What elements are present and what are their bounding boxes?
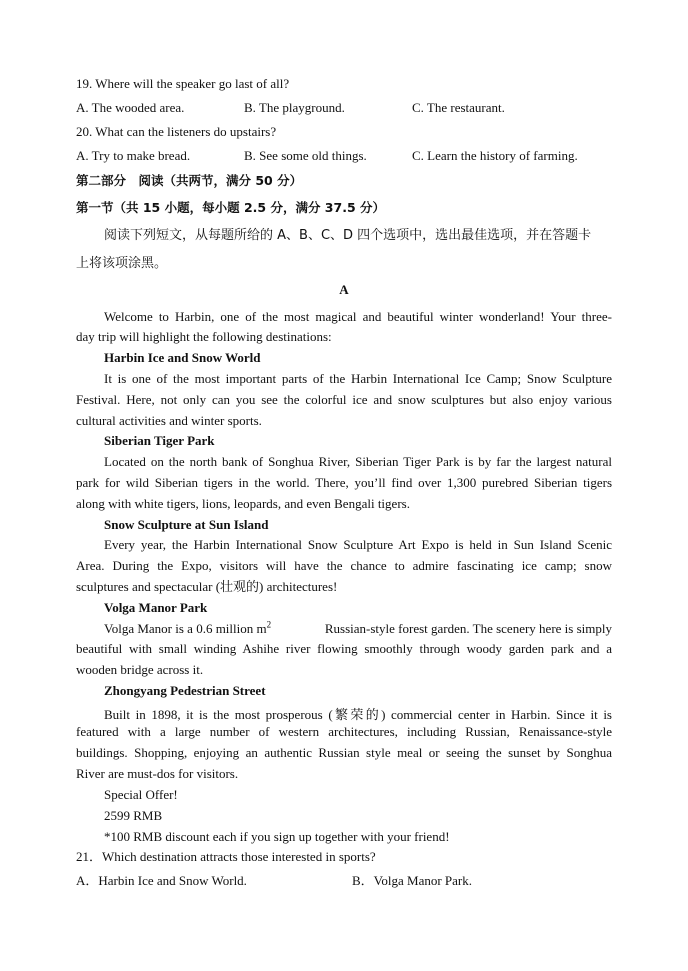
destination-heading: Volga Manor Park	[104, 600, 208, 615]
q20-stem: 20. What can the listeners do upstairs?	[76, 124, 277, 139]
q19-option-b: B. The playground.	[244, 100, 345, 115]
destination-text-line: featured with a large number of western architectures, including Russian, Renaissance-style	[76, 724, 612, 739]
destination-text-line: It is one of the most important parts of the Harbin International Ice Camp; Snow Sculpture	[104, 371, 612, 386]
destination-text-line: along with white tigers, lions, leopards, and even Bengali tigers.	[76, 496, 410, 511]
discount-note: *100 RMB discount each if you sign up together with your friend!	[104, 829, 450, 844]
destination-text-line: Built in 1898, it is the most prosperous (繁荣的) commercial center in Harbin. Since it is	[104, 707, 612, 722]
q21-stem: 21．Which destination attracts those interested in sports?	[76, 849, 376, 864]
q21-option-a: A．Harbin Ice and Snow World.	[76, 873, 247, 888]
volga-area-text: Volga Manor is a 0.6 million $m^2$	[104, 619, 272, 636]
intro-line-1: Welcome to Harbin, one of the most magical and beautiful winter wonderland! Your three-	[104, 309, 612, 324]
destination-text-line: cultural activities and winter sports.	[76, 413, 262, 428]
destination-text-line: River are must-dos for visitors.	[76, 766, 239, 781]
part-title: 第二部分 阅读（共两节，满分 50 分）	[76, 173, 303, 188]
destination-heading: Harbin Ice and Snow World	[104, 350, 261, 365]
destination-text-line: Festival. Here, not only can you see the colorful ice and snow sculptures but also enjoy various	[76, 392, 612, 407]
destination-text-line: Every year, the Harbin International Snow Sculpture Art Expo is held in Sun Island Scenic	[104, 537, 612, 552]
section-title: 第一节（共 15 小题，每小题 2.5 分，满分 37.5 分）	[76, 200, 385, 215]
q20-option-c: C. Learn the history of farming.	[412, 148, 578, 163]
destination-text-line: Located on the north bank of Songhua River, Siberian Tiger Park is by far the largest natural	[104, 454, 612, 469]
q19-stem: 19. Where will the speaker go last of all?	[76, 76, 290, 91]
destination-heading: Snow Sculpture at Sun Island	[104, 517, 269, 532]
q19-option-a: A. The wooded area.	[76, 100, 185, 115]
passage-letter: A	[339, 282, 349, 297]
destination-heading: Zhongyang Pedestrian Street	[104, 683, 266, 698]
q21-option-b: B．Volga Manor Park.	[352, 873, 473, 888]
square-superscript: 2	[266, 619, 272, 630]
destination-text-line	[104, 621, 612, 637]
instruction-line-2: 上将该项涂黑。	[76, 256, 168, 271]
intro-line-2: day trip will highlight the following destinations:	[76, 329, 332, 344]
price: 2599 RMB	[104, 808, 163, 823]
destination-text-line: park for wild Siberian tigers in the world. There, you’ll find over 1,300 purebred Siberian tigers	[76, 475, 612, 490]
destination-text-line: beautiful with small winding Ashihe river flowing smoothly through woody garden park and a	[76, 641, 612, 656]
q20-option-b: B. See some old things.	[244, 148, 367, 163]
special-offer: Special Offer!	[104, 787, 178, 802]
q19-option-c: C. The restaurant.	[412, 100, 505, 115]
destination-text-line: wooden bridge across it.	[76, 662, 204, 677]
instruction-line-1: 阅读下列短文，从每题所给的 A、B、C、D 四个选项中，选出最佳选项，并在答题卡	[104, 228, 592, 243]
destination-text-line: buildings. Shopping, enjoying an authentic Russian style meal or seeing the sunset by Songhua	[76, 745, 612, 760]
destination-text-line: Area. During the Expo, visitors will have the chance to admire fascinating ice camp; snow	[76, 558, 612, 573]
q20-option-a: A. Try to make bread.	[76, 148, 191, 163]
destination-heading: Siberian Tiger Park	[104, 433, 215, 448]
volga-style-text: Russian-style forest garden. The scenery here is simply	[324, 621, 612, 636]
destination-text-line: sculptures and spectacular (壮观的) architectures!	[76, 579, 338, 594]
